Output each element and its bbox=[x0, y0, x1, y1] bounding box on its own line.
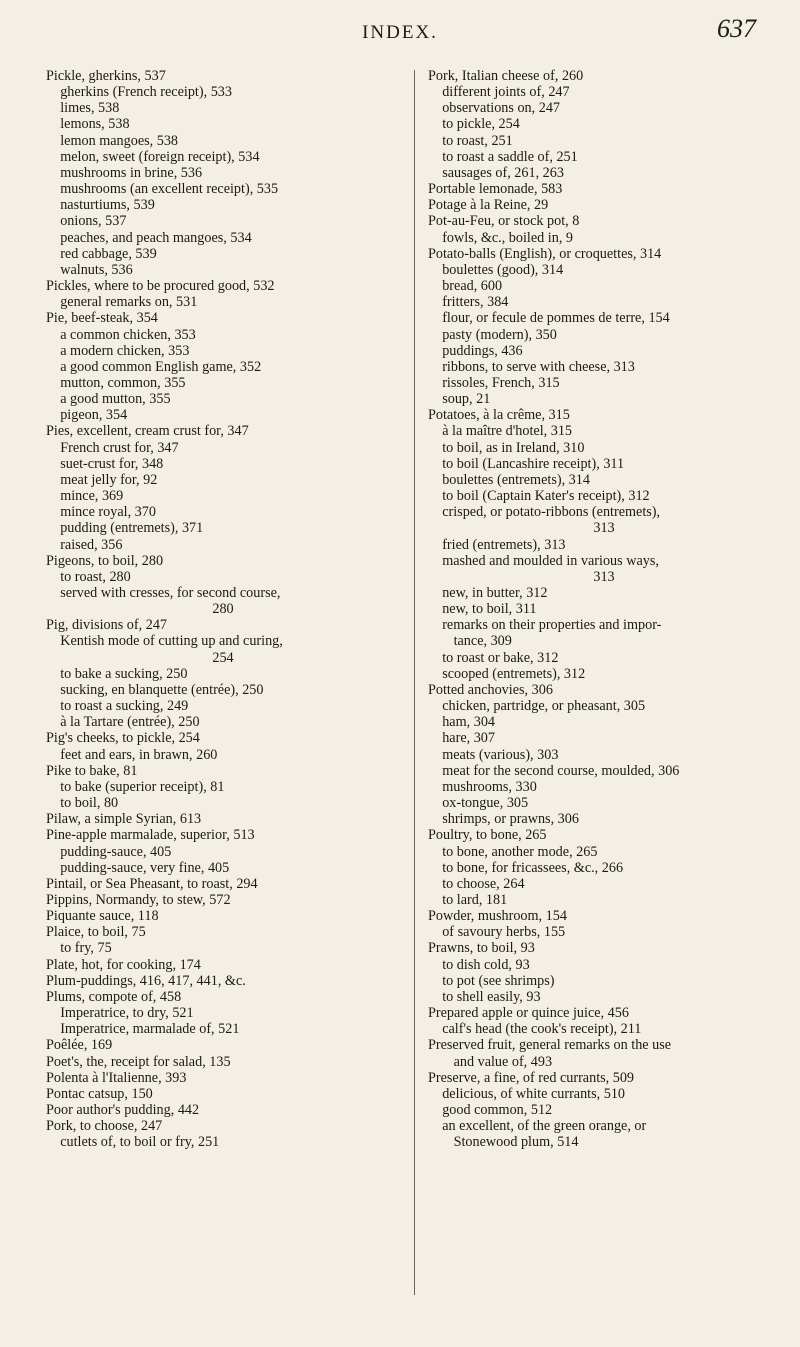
index-entry: of savoury herbs, 155 bbox=[442, 924, 566, 941]
index-entry: to boil (Lancashire receipt), 311 bbox=[442, 455, 625, 472]
index-entry: 313 bbox=[593, 520, 615, 537]
index-entry: Pilaw, a simple Syrian, 613 bbox=[46, 811, 202, 828]
running-head: INDEX. bbox=[362, 22, 438, 43]
index-entry: meats (various), 303 bbox=[442, 746, 559, 763]
index-entry: bread, 600 bbox=[442, 278, 503, 295]
index-entry: nasturtiums, 539 bbox=[60, 197, 155, 214]
index-entry: feet and ears, in brawn, 260 bbox=[60, 746, 218, 763]
index-entry: a common chicken, 353 bbox=[60, 326, 196, 343]
index-entry: crisped, or potato-ribbons (entremets), bbox=[442, 504, 661, 521]
index-entry: sucking, en blanquette (entrée), 250 bbox=[60, 681, 264, 698]
index-entry: chicken, partridge, or pheasant, 305 bbox=[442, 698, 646, 715]
index-entry: delicious, of white currants, 510 bbox=[442, 1085, 626, 1102]
index-entry: meat for the second course, moulded, 306 bbox=[442, 762, 680, 779]
index-entry: Imperatrice, marmalade of, 521 bbox=[60, 1021, 240, 1038]
index-entry: a good common English game, 352 bbox=[60, 358, 262, 375]
index-entry: suet-crust for, 348 bbox=[60, 455, 164, 472]
index-entry: shrimps, or prawns, 306 bbox=[442, 811, 579, 828]
index-entry: raised, 356 bbox=[60, 536, 123, 553]
index-entry: Pippins, Normandy, to stew, 572 bbox=[46, 891, 231, 908]
index-entry: scooped (entremets), 312 bbox=[442, 665, 586, 682]
index-entry: mashed and moulded in various ways, bbox=[442, 552, 659, 569]
index-entry: ribbons, to serve with cheese, 313 bbox=[442, 358, 635, 375]
index-entry: Preserve, a fine, of red currants, 509 bbox=[428, 1069, 635, 1086]
index-entry: good common, 512 bbox=[442, 1102, 553, 1118]
index-entry: flour, or fecule de pommes de terre, 154 bbox=[442, 310, 670, 327]
index-entry: Plums, compote of, 458 bbox=[46, 988, 182, 1005]
index-entry: an excellent, of the green orange, or bbox=[442, 1118, 647, 1135]
index-entry: Pickles, where to be procured good, 532 bbox=[46, 278, 275, 295]
index-entry: to fry, 75 bbox=[60, 940, 112, 957]
index-entry: to roast a sucking, 249 bbox=[60, 698, 189, 715]
index-entry: pasty (modern), 350 bbox=[442, 326, 557, 343]
index-entry: Pig's cheeks, to pickle, 254 bbox=[46, 730, 200, 747]
index-entry: Pike to bake, 81 bbox=[46, 762, 138, 779]
index-column-left bbox=[46, 68, 400, 1150]
index-entry: mince royal, 370 bbox=[60, 504, 156, 521]
index-entry: 254 bbox=[212, 649, 234, 666]
index-entry: à la maître d'hotel, 315 bbox=[442, 423, 573, 440]
index-entry: a modern chicken, 353 bbox=[60, 342, 190, 359]
index-entry: Poultry, to bone, 265 bbox=[428, 827, 547, 844]
index-entry: cutlets of, to boil or fry, 251 bbox=[60, 1134, 220, 1151]
index-entry: to roast, 251 bbox=[442, 132, 513, 149]
index-entry: new, in butter, 312 bbox=[442, 585, 548, 601]
index-entry: to dish cold, 93 bbox=[442, 956, 530, 973]
index-entry: to bake a sucking, 250 bbox=[60, 665, 188, 682]
index-entry: Pork, to choose, 247 bbox=[46, 1118, 163, 1135]
index-entry: Pot-au-Feu, or stock pot, 8 bbox=[428, 213, 580, 230]
index-entry: to bake (superior receipt), 81 bbox=[60, 778, 225, 795]
index-entry: remarks on their properties and impor- bbox=[442, 617, 662, 634]
index-entry: lemons, 538 bbox=[60, 116, 130, 133]
index-entry: melon, sweet (foreign receipt), 534 bbox=[60, 148, 260, 165]
index-entry: to pot (see shrimps) bbox=[442, 972, 555, 989]
index-entry: Preserved fruit, general remarks on the use bbox=[428, 1037, 672, 1054]
index-entry: Pig, divisions of, 247 bbox=[46, 617, 168, 634]
index-entry: Pontac catsup, 150 bbox=[46, 1085, 153, 1102]
index-entry: limes, 538 bbox=[60, 100, 120, 117]
index-entry: ham, 304 bbox=[442, 714, 496, 731]
index-entry: Prepared apple or quince juice, 456 bbox=[428, 1005, 629, 1022]
index-entry: Pies, excellent, cream crust for, 347 bbox=[46, 423, 249, 440]
index-entry: different joints of, 247 bbox=[442, 84, 570, 101]
index-entry: red cabbage, 539 bbox=[60, 245, 157, 262]
index-entry: pudding-sauce, 405 bbox=[60, 843, 172, 860]
index-entry: Potage à la Reine, 29 bbox=[428, 197, 549, 214]
index-entry: mushrooms (an excellent receipt), 535 bbox=[60, 181, 279, 198]
index-entry: Potatoes, à la crême, 315 bbox=[428, 407, 570, 424]
index-entry: Pork, Italian cheese of, 260 bbox=[428, 68, 584, 84]
index-entry: 313 bbox=[593, 568, 615, 585]
index-column-right bbox=[428, 68, 780, 1150]
index-entry: Pie, beef-steak, 354 bbox=[46, 310, 158, 327]
index-entry: Poêlée, 169 bbox=[46, 1037, 113, 1054]
index-entry: lemon mangoes, 538 bbox=[60, 132, 179, 149]
index-entry: ox-tongue, 305 bbox=[442, 795, 529, 812]
index-entry: Polenta à l'Italienne, 393 bbox=[46, 1069, 187, 1086]
index-entry: pudding (entremets), 371 bbox=[60, 520, 204, 537]
index-entry: a good mutton, 355 bbox=[60, 391, 171, 408]
index-entry: to lard, 181 bbox=[442, 891, 508, 908]
index-entry: hare, 307 bbox=[442, 730, 495, 747]
index-entry: to boil (Captain Kater's receipt), 312 bbox=[442, 488, 650, 505]
index-entry: Stonewood plum, 514 bbox=[453, 1134, 579, 1151]
index-entry: gherkins (French receipt), 533 bbox=[60, 84, 232, 101]
index-entry: walnuts, 536 bbox=[60, 261, 133, 278]
index-entry: Pine-apple marmalade, superior, 513 bbox=[46, 827, 255, 844]
index-entry: Kentish mode of cutting up and curing, bbox=[60, 633, 283, 650]
index-entry: sausages of, 261, 263 bbox=[442, 164, 564, 181]
page-number: 637 bbox=[717, 14, 756, 43]
index-entry: observations on, 247 bbox=[442, 100, 561, 117]
index-entry: puddings, 436 bbox=[442, 342, 523, 359]
page-header bbox=[0, 0, 800, 66]
index-entry: and value of, 493 bbox=[453, 1053, 553, 1070]
index-entry: fowls, &c., boiled in, 9 bbox=[442, 229, 574, 246]
index-entry: Poet's, the, receipt for salad, 135 bbox=[46, 1053, 231, 1070]
index-entry: pudding-sauce, very fine, 405 bbox=[60, 859, 230, 876]
index-entry: rissoles, French, 315 bbox=[442, 374, 560, 391]
index-entry: fritters, 384 bbox=[442, 294, 509, 311]
index-entry: Powder, mushroom, 154 bbox=[428, 908, 567, 925]
index-entry: to pickle, 254 bbox=[442, 116, 520, 133]
index-entry: Prawns, to boil, 93 bbox=[428, 940, 535, 957]
index-entry: boulettes (good), 314 bbox=[442, 261, 564, 278]
index-entry: mince, 369 bbox=[60, 488, 124, 505]
index-entry: mushrooms, 330 bbox=[442, 778, 537, 795]
index-entry: Imperatrice, to dry, 521 bbox=[60, 1005, 194, 1022]
index-entry: to bone, for fricassees, &c., 266 bbox=[442, 859, 624, 876]
index-entry: calf's head (the cook's receipt), 211 bbox=[442, 1021, 642, 1038]
index-entry: to boil, 80 bbox=[60, 795, 119, 812]
index-entry: 280 bbox=[212, 601, 234, 618]
index-entry: French crust for, 347 bbox=[60, 439, 179, 456]
index-entry: fried (entremets), 313 bbox=[442, 536, 566, 553]
index-entry: Plate, hot, for cooking, 174 bbox=[46, 956, 201, 973]
index-entry: à la Tartare (entrée), 250 bbox=[60, 714, 200, 731]
index-entry: soup, 21 bbox=[442, 391, 491, 408]
index-entry: new, to boil, 311 bbox=[442, 601, 537, 618]
index-entry: served with cresses, for second course, bbox=[60, 585, 281, 601]
index-entry: to bone, another mode, 265 bbox=[442, 843, 598, 860]
index-entry: Portable lemonade, 583 bbox=[428, 181, 563, 198]
index-entry: onions, 537 bbox=[60, 213, 127, 230]
column-divider bbox=[414, 70, 415, 1295]
index-entry: Piquante sauce, 118 bbox=[46, 908, 159, 925]
index-entry: pigeon, 354 bbox=[60, 407, 128, 424]
index-entry: Potato-balls (English), or croquettes, 314 bbox=[428, 245, 662, 262]
index-entry: to roast, 280 bbox=[60, 568, 131, 585]
index-entry: to roast or bake, 312 bbox=[442, 649, 559, 666]
index-entry: to roast a saddle of, 251 bbox=[442, 148, 578, 165]
index-entry: boulettes (entremets), 314 bbox=[442, 471, 590, 488]
index-entry: to boil, as in Ireland, 310 bbox=[442, 439, 585, 456]
index-entry: Plum-puddings, 416, 417, 441, &c. bbox=[46, 972, 246, 989]
index-entry: Poor author's pudding, 442 bbox=[46, 1102, 200, 1118]
index-entry: tance, 309 bbox=[453, 633, 512, 650]
index-entry: mushrooms in brine, 536 bbox=[60, 164, 203, 181]
index-entry: to shell easily, 93 bbox=[442, 988, 541, 1005]
index-entry: Potted anchovies, 306 bbox=[428, 681, 553, 698]
index-entry: Pigeons, to boil, 280 bbox=[46, 552, 164, 569]
index-entry: Pintail, or Sea Pheasant, to roast, 294 bbox=[46, 875, 258, 892]
index-entry: peaches, and peach mangoes, 534 bbox=[60, 229, 252, 246]
index-entry: Pickle, gherkins, 537 bbox=[46, 68, 166, 84]
index-entry: Plaice, to boil, 75 bbox=[46, 924, 146, 941]
index-entry: mutton, common, 355 bbox=[60, 374, 186, 391]
index-entry: meat jelly for, 92 bbox=[60, 471, 158, 488]
index-entry: general remarks on, 531 bbox=[60, 294, 198, 311]
index-entry: to choose, 264 bbox=[442, 875, 525, 892]
